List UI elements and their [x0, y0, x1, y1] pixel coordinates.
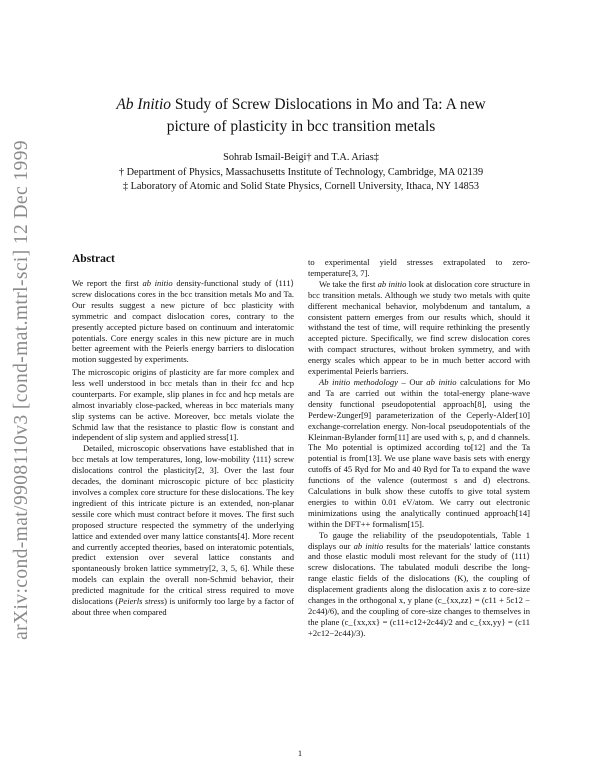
right-paragraph-1-b: look at dislocation core structure in bcc transition metals. Although we study two metals with quite different mechanical behavior, molybdenum and tantalum, a consistent pattern emerges from our results which, should it withstand the test of time, will require rethinking the presently accepted picture. Specifically, we find screw dislocation cores with compact structures, without broken symmetry, and with energy scales which appear to be in much better accord with experimental Peierls barriers. [308, 278, 531, 377]
title-line-2: picture of plasticity in bcc transition metals [166, 118, 436, 135]
arxiv-identifier: arXiv:cond-mat/9908110v3 [cond-mat.mtrl-sci] 12 Dec 1999 [11, 140, 32, 640]
abstract-text-b: density-functional study of ⟨111⟩ screw dislocations cores in the bcc transition metals Mo and Ta. Our results suggest a new picture of bcc plasticity with symmetric and compact dislocation cores, contrary to the presently accepted picture based on continuum and interatomic potentials. Core energy scales in this new picture are in much better agreement with the Peierls energy barriers to dislocation motion suggested by experiments. [72, 278, 294, 365]
left-paragraph-2-b: ) is uniformly too large by a factor of about three when compared [72, 596, 294, 617]
right-paragraph-1-italic: ab initio [377, 278, 407, 289]
right-paragraph-2-a: – Our [397, 376, 427, 387]
methodology-heading: Ab initio methodology [319, 376, 398, 387]
right-paragraph-3-b: results for the materials' lattice constants and those elastic moduli most relevant for the study of ⟨111⟩ screw dislocations. The tabulated moduli describe the long-range elastic fields of the dislocations (K), the coupling of displacement gradients along the dislocation axis z to core-size changes in the orthogonal x, y plane (c_{xx,zz} = (c11 + 5c12 − 2c44)/6), and the coupling of core-size changes to themselves in the plane (c_{xx,xx} = (c11+c12+2c44)/2 and c_{xx,yy} = (c11 +2c12−2c44)/3). [308, 540, 530, 638]
right-paragraph-3 [308, 530, 530, 639]
right-paragraph-1 [308, 279, 530, 377]
left-paragraph-2 [72, 443, 294, 618]
title-line-1 [70, 94, 532, 116]
right-column [308, 257, 530, 639]
right-paragraph-0: to experimental yield stresses extrapolated to zero-temperature[3, 7]. [308, 257, 530, 278]
paper-title [70, 94, 532, 138]
arxiv-side-stamp [4, 110, 40, 670]
right-paragraph-2 [308, 377, 530, 530]
author-block [60, 151, 542, 195]
author-names: Sohrab Ismail-Beigi† and T.A. Arias‡ [223, 152, 379, 163]
right-paragraph-2-italic: ab initio [426, 376, 457, 387]
abstract-heading: Abstract [72, 253, 115, 265]
right-paragraph-3-a: To gauge the reliability of the pseudopotentials, Table 1 displays our [308, 529, 530, 551]
title-line-1-rest: Study of Screw Dislocations in Mo and Ta: A new [171, 96, 486, 113]
left-column [72, 367, 294, 618]
title-italic: Ab Initio [116, 96, 172, 113]
page-number: 1 [297, 748, 303, 758]
left-paragraph-2-a: Detailed, microscopic observations have established that in bcc metals at low temperatures, long, low-mobility ⟨111⟩ screw dislocations control the plasticity[2, 3]. Over the last four decades, the dominant microscopic picture of bcc plasticity involves a complex core structure for these dislocations. The key ingredient of this intricate picture is an extended, non-planar sessile core which must contract before it moves. The first such proposed structure respected the symmetry of the underlying lattice and extended over many lattice constants[4]. More recent and currently accepted theories, based on interatomic potentials, predict extension over several lattice constants and spontaneously broken lattice symmetry[2, 3, 5, 6]. While these models can explain the overall non-Schmid behavior, their predicted magnitude for the critical stress required to move dislocations ( [72, 443, 294, 607]
left-paragraph-1: The microscopic origins of plasticity are far more complex and less well understood in bcc metals than in their fcc and hcp counterparts. For example, slip planes in fcc and hcp metals are almost invariably close-packed, whereas in bcc materials many slip systems can be active. Moreover, bcc metals violate the Schmid law that the resistance to plastic flow is constant and independent of slip system and applied stress[1]. [72, 367, 294, 443]
right-paragraph-2-b: calculations for Mo and Ta are carried out within the total-energy plane-wave density functional pseudopotential approach[8], using the Perdew-Zunger[9] parameterization of the Ceperly-Alder[10] exchange-correlation energy. Non-local pseudopotentials of the Kleinman-Bylander form[11] are used with s, p, and d channels. The Mo potential is optimized according to[12] and the Ta potential is from[13]. We use plane wave basis sets with energy cutoffs of 45 Ryd for Mo and 40 Ryd for Ta to expand the wave functions of the valence (outermost s and d) electrons. Calculations in bulk show these cutoffs to give total system energies to within 0.01 eV/atom. We carry out electronic minimizations using the analytically continued approach[14] within the DFT++ formalism[15]. [308, 376, 530, 529]
affiliation-1: † Department of Physics, Massachusetts Institute of Technology, Cambridge, MA 02139 [118, 166, 484, 178]
left-paragraph-2-italic: Peierls stress [118, 596, 165, 607]
abstract-text [72, 278, 294, 365]
right-paragraph-3-italic: ab initio [353, 540, 384, 551]
abstract-text-a: We report the first [72, 278, 143, 288]
abstract-ab-initio: ab initio [142, 278, 173, 288]
right-paragraph-1-a: We take the first [319, 278, 378, 289]
affiliation-2: ‡ Laboratory of Atomic and Solid State Physics, Cornell University, Ithaca, NY 14853 [122, 181, 480, 192]
